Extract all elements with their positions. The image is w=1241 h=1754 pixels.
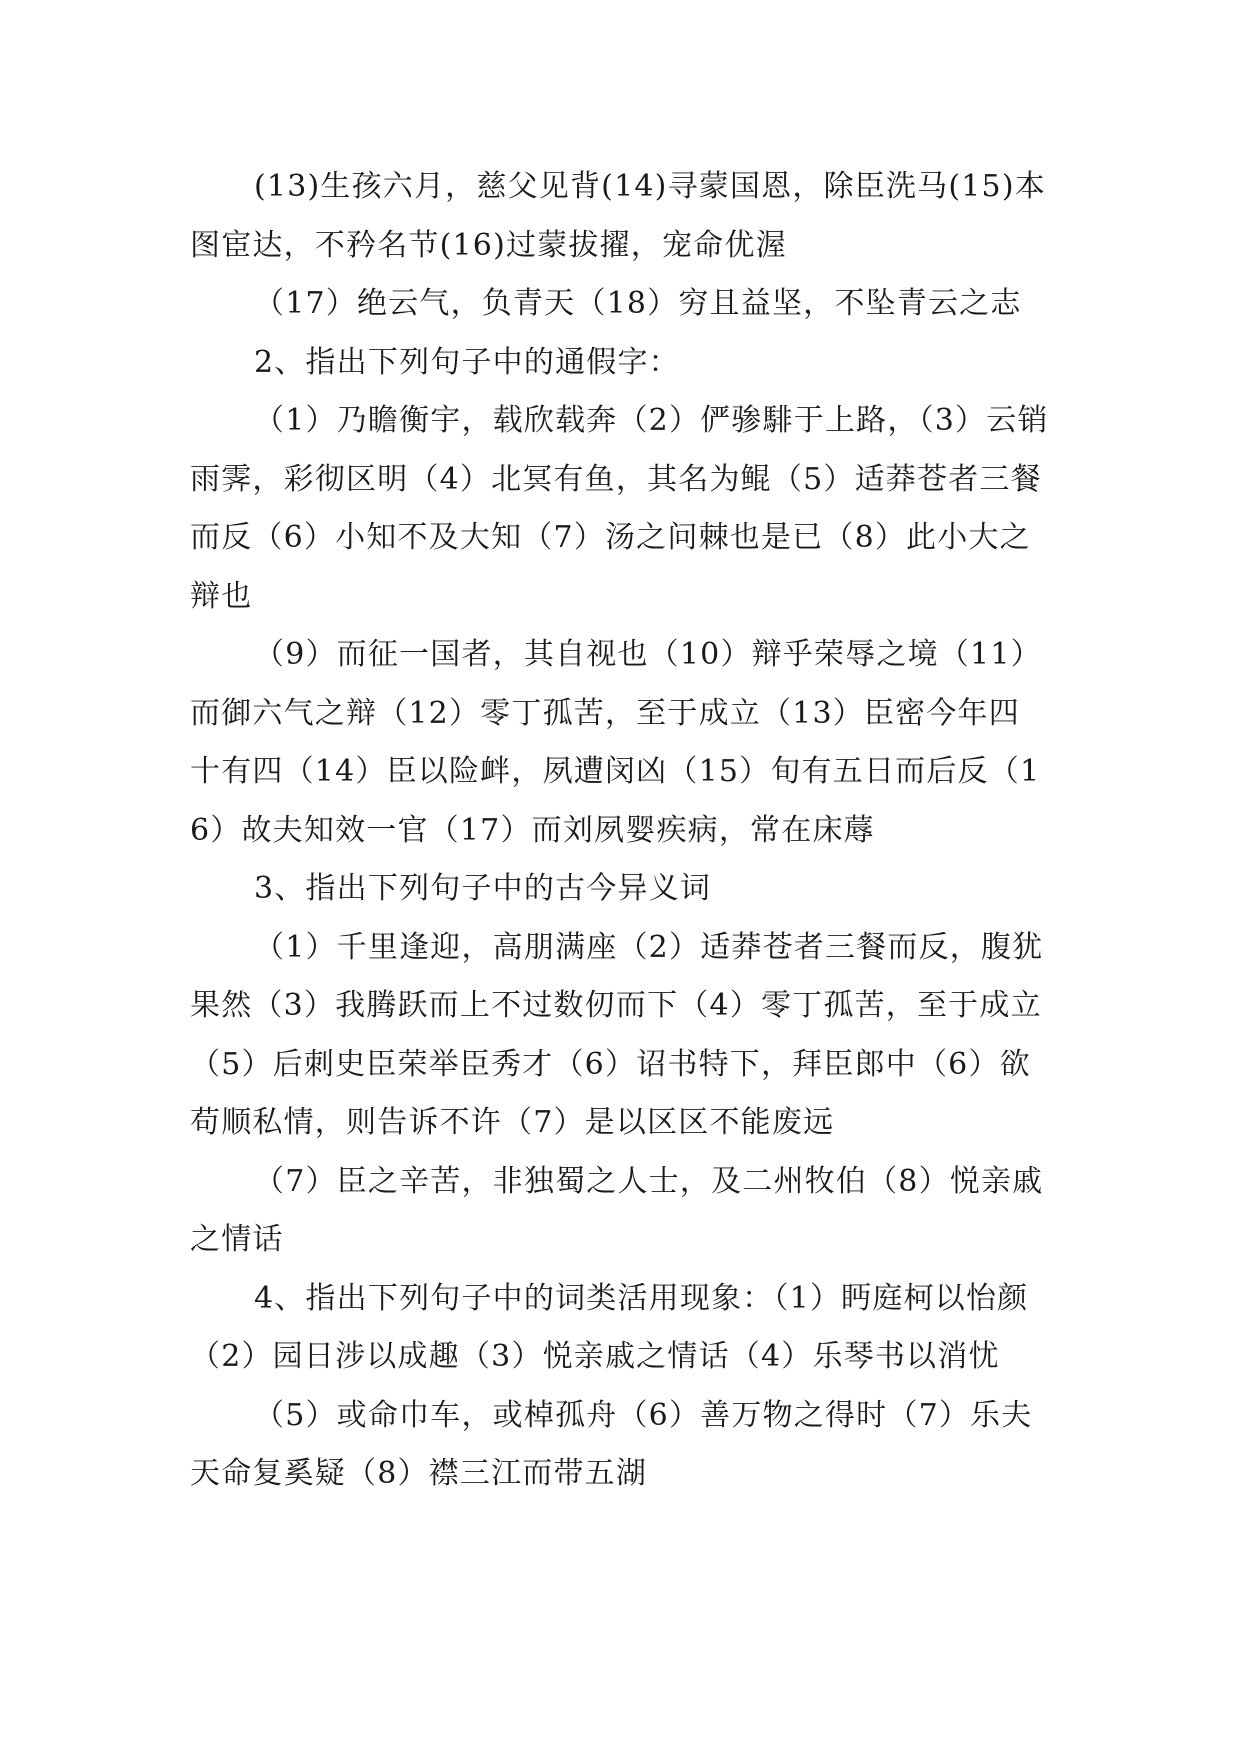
paragraph-1: (13)生孩六月，慈父见背(14)寻蒙国恩，除臣洗马(15)本图宦达，不矜名节(16)过蒙拔擢，宠命优渥 bbox=[190, 169, 1046, 263]
paragraph-5: （1）千里逢迎，高朋满座（2）适莽苍者三餐而反，腹犹果然（3）我腾跃而上不过数仞而下（4）零丁孤苦，至于成立（5）后刺史臣荣举臣秀才（6）诏书特下，拜臣郎中（6）欲苟顺私情，则告诉不许（7）是以区区不能废远 bbox=[190, 929, 1044, 1140]
paragraph-3: （1）乃瞻衡宇，载欣载奔（2）俨骖騑于上路，（3）云销雨霁，彩彻区明（4）北冥有鱼，其名为鲲（5）适莽苍者三餐而反（6）小知不及大知（7）汤之问棘也是已（8）此小大之辩也 bbox=[190, 403, 1049, 614]
paragraph-7: （5）或命巾车，或棹孤舟（6）善万物之得时（7）乐夫天命复奚疑（8）襟三江而带五湖 bbox=[190, 1397, 1033, 1491]
section-heading-3: 3、指出下列句子中的古今异义词 bbox=[254, 871, 712, 906]
section-heading-2: 2、指出下列句子中的通假字： bbox=[254, 344, 680, 380]
paragraph-2: （17）绝云气，负青天（18）穷且益坚，不坠青云之志 bbox=[254, 286, 1022, 321]
paragraph-6: （7）臣之辛苦，非独蜀之人士，及二州牧伯（8）悦亲戚之情话 bbox=[190, 1163, 1044, 1257]
section-heading-4: 4、指出下列句子中的词类活用现象：（1）眄庭柯以怡颜（2）园日涉以成趣（3）悦亲戚之情话（4）乐琴书以消忧 bbox=[190, 1280, 1029, 1374]
document-body bbox=[190, 158, 1050, 1504]
paragraph-4: （9）而征一国者，其自视也（10）辩乎荣辱之境（11）而御六气之辩（12）零丁孤苦，至于成立（13）臣密今年四十有四（14）臣以险衅，夙遭闵凶（15）旬有五日而后反（16）故夫知效一官（17）而刘夙婴疾病，常在床蓐 bbox=[190, 637, 1042, 848]
